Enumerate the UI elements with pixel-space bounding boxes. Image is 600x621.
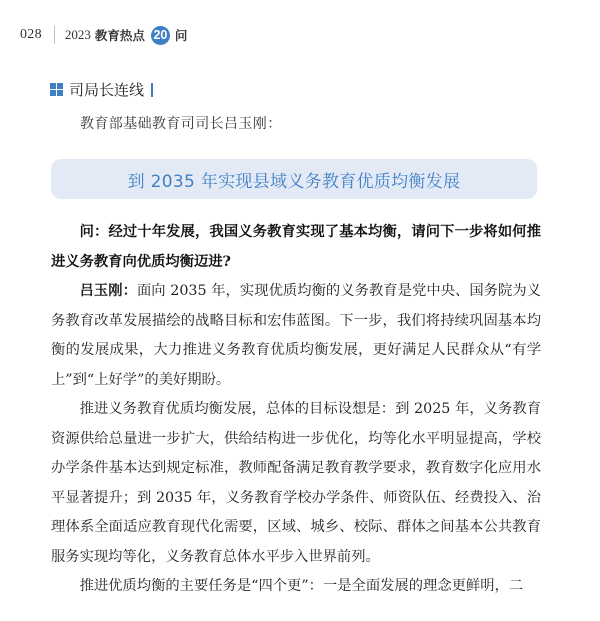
body-paragraph-3: 推进优质均衡的主要任务是“四个更”：一是全面发展的理念更鲜明，二: [79, 578, 524, 594]
answer-paragraph: [51, 277, 541, 395]
speaker-line: 教育部基础教育司司长吕玉刚：: [80, 116, 282, 132]
book-title: [65, 26, 188, 45]
article-title: 到 2035 年实现县域义务教育优质均衡发展: [127, 171, 461, 192]
article-title-banner: [51, 159, 537, 199]
grid-icon: [50, 83, 63, 96]
article-body: [51, 218, 541, 602]
book-title-pre: 教育热点: [94, 28, 145, 43]
answer-lead: 吕玉刚：: [79, 283, 137, 299]
header-divider: [54, 26, 55, 44]
section-heading: [50, 79, 153, 100]
number-badge: 20: [151, 26, 170, 45]
book-year: 2023: [64, 27, 91, 42]
page-number: 028: [20, 27, 42, 42]
book-title-post: 问: [174, 28, 188, 43]
body-paragraph-2: 推进义务教育优质均衡发展，总体的目标设想是：到 2025 年，义务教育资源供给总量进一步扩大，供给结构进一步优化，均等化水平明显提高，学校办学条件基本达到规定标准，教师配备满足教育教学要求，教育数字化应用水平显著提升；到 2035 年，义务教育学校办学条件、师资队伍、经费投入、治理体系全面适应教育现代化需要，区域、城乡、校际、群体之间基本公共教育服务实现均等化，义务教育总体水平步入世界前列。: [51, 401, 541, 565]
section-title-bar: [151, 83, 153, 97]
answer-text: 面向 2035 年，实现优质均衡的义务教育是党中央、国务院为义务教育改革发展描绘的战略目标和宏伟蓝图。下一步，我们将持续巩固基本均衡的发展成果，大力推进义务教育优质均衡发展，更好满足人民群众从“有学上”到“上好学”的美好期盼。: [51, 283, 541, 388]
question-paragraph: 问：经过十年发展，我国义务教育实现了基本均衡，请问下一步将如何推进义务教育向优质均衡迈进?: [51, 224, 541, 270]
section-title: 司局长连线: [69, 81, 145, 99]
page-header: [20, 24, 187, 46]
